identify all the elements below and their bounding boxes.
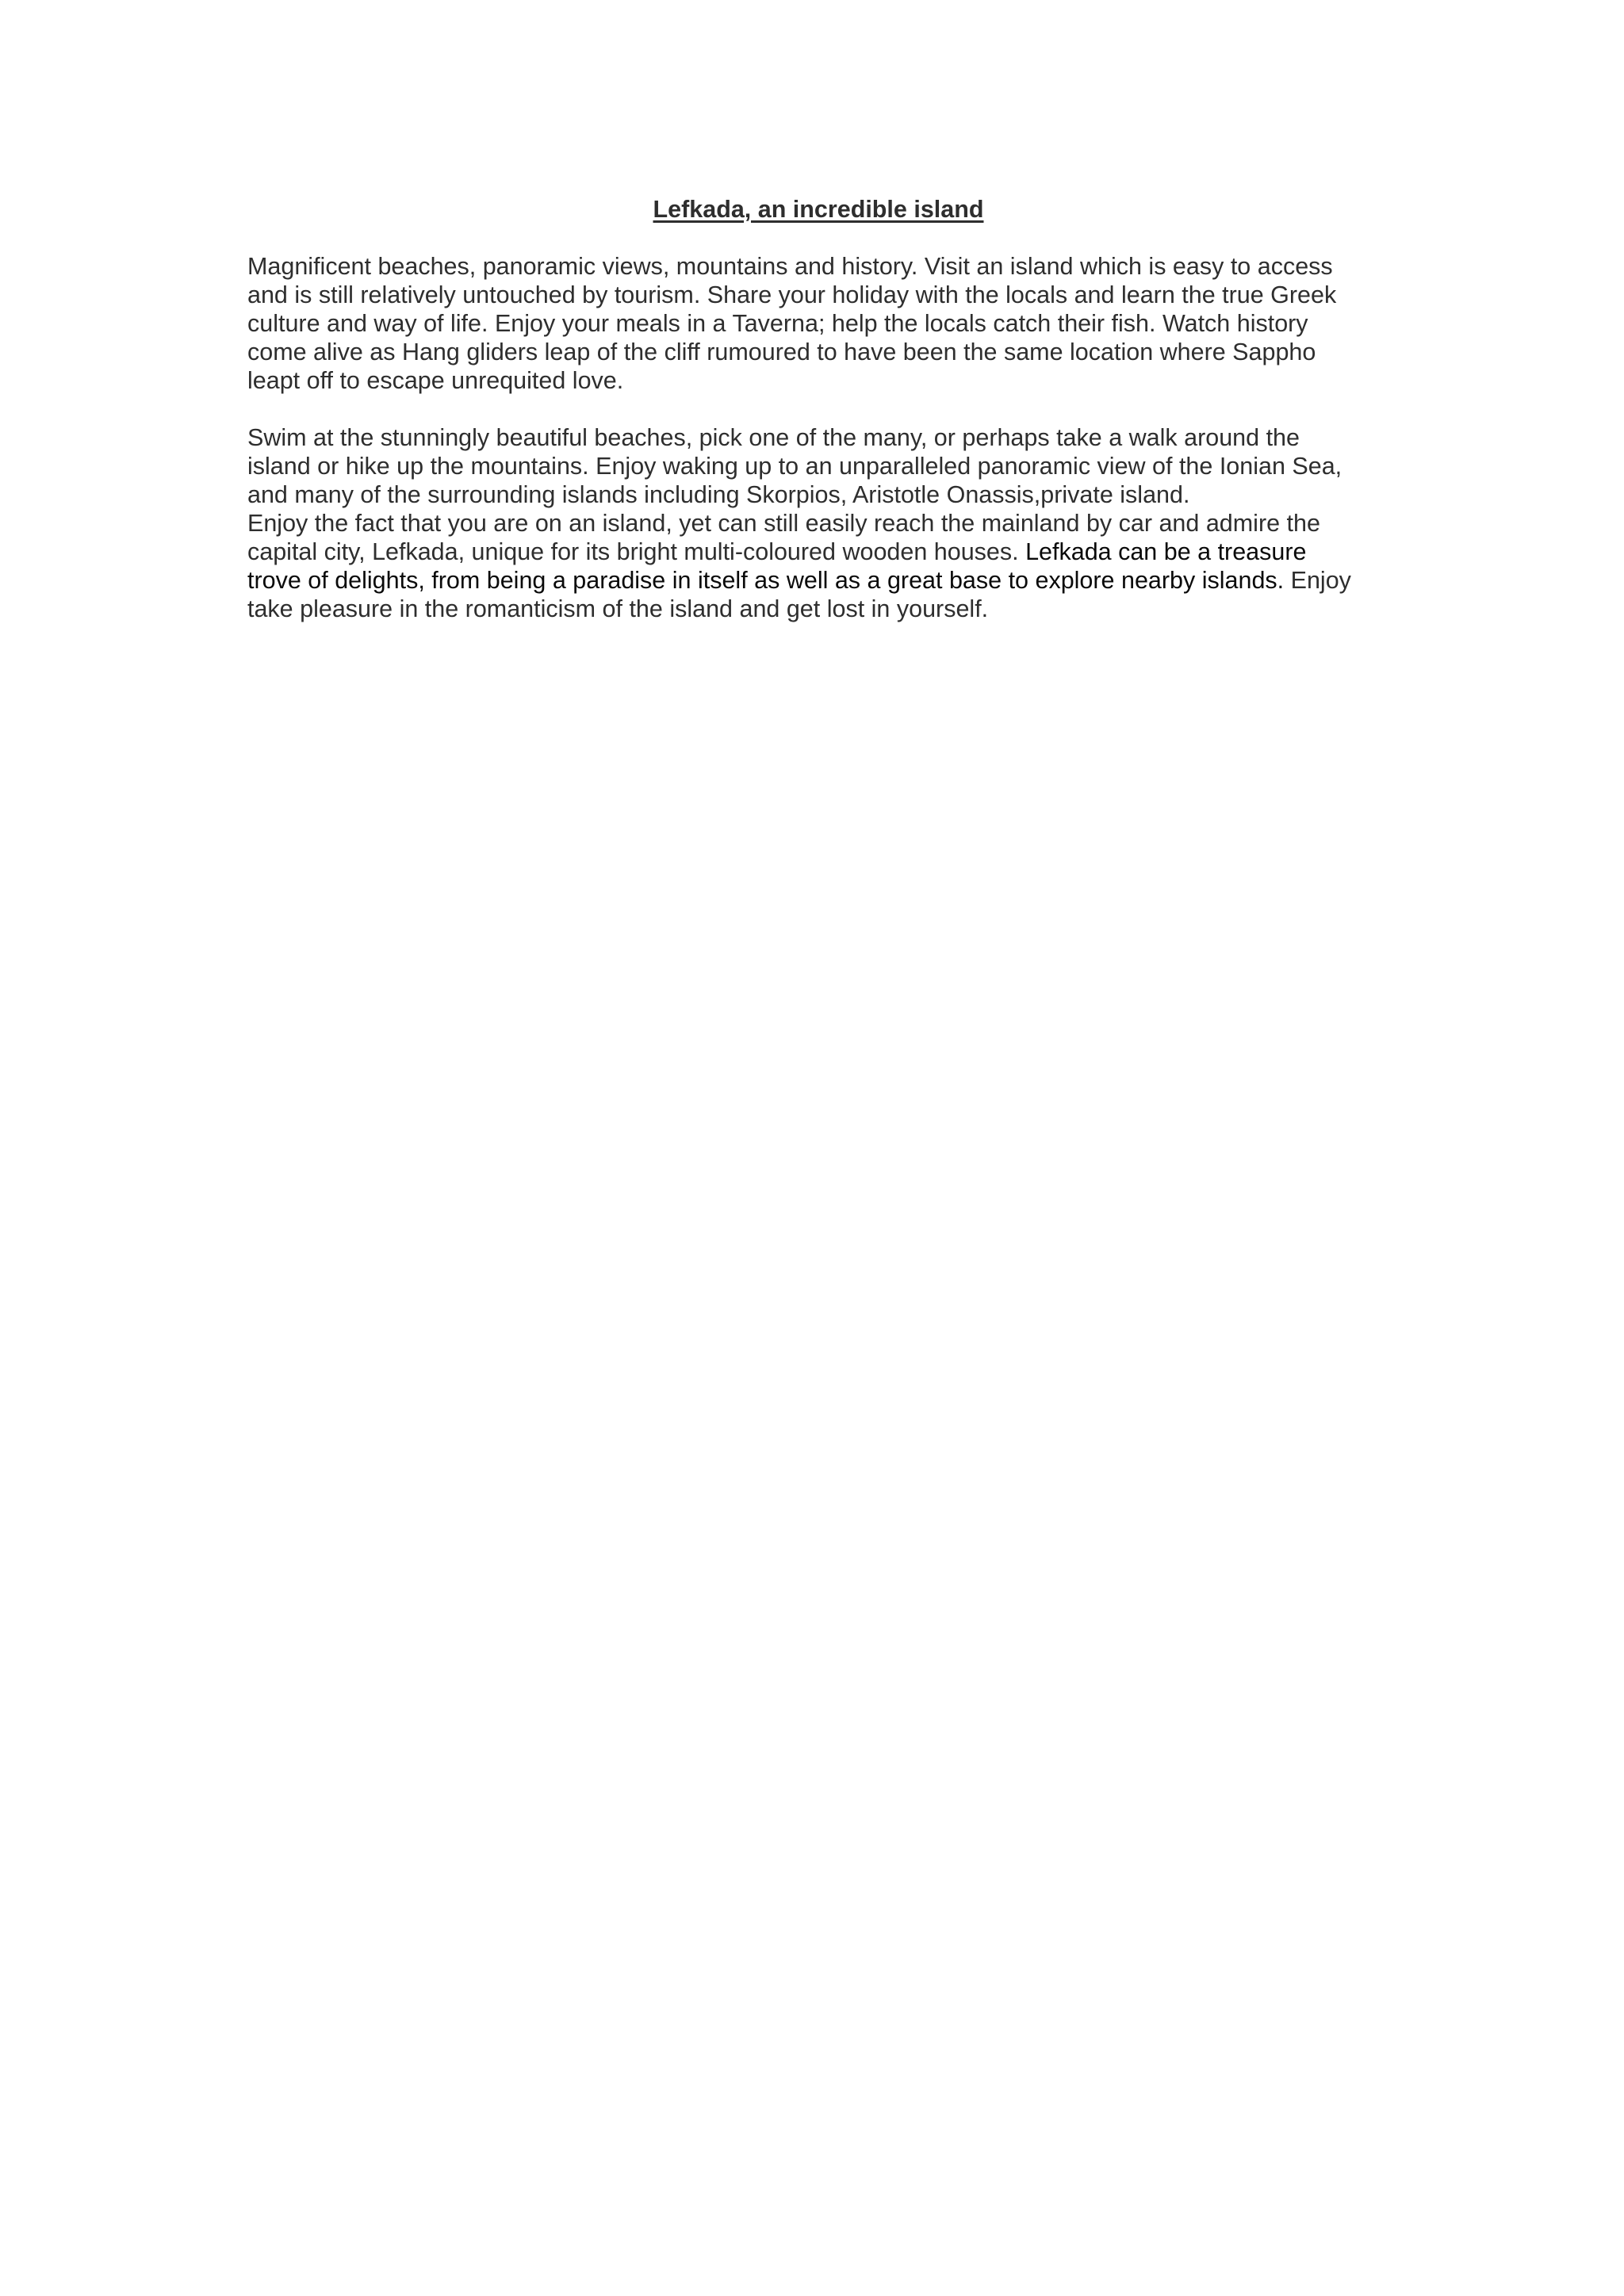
paragraph-line: come alive as Hang gliders leap of the cliff rumoured to have been the same location where Sappho <box>247 339 1316 365</box>
paragraph-line: Enjoy the fact that you are on an island, yet can still easily reach the mainland by car and admire the <box>247 510 1320 537</box>
paragraph-line <box>247 566 1389 595</box>
document-title: Lefkada, an incredible island <box>653 196 984 223</box>
paragraph-mainland <box>247 509 1389 623</box>
document-body <box>247 195 1389 623</box>
paragraph-text-emphasis: Lefkada can be a treasure <box>1025 538 1307 565</box>
paragraph-line: Magnificent beaches, panoramic views, mountains and history. Visit an island which is easy to access <box>247 253 1333 280</box>
paragraph-text: capital city, Lefkada, unique for its bright multi-coloured wooden houses. <box>247 538 1026 565</box>
paragraph-text-emphasis: trove of delights, from being a paradise in itself as well as a great base to explore nearby islands. <box>247 567 1285 594</box>
paragraph-intro <box>247 252 1389 395</box>
paragraph-line <box>247 538 1389 566</box>
paragraph-spacer <box>247 395 1389 423</box>
paragraph-line: culture and way of life. Enjoy your meals in a Taverna; help the locals catch their fish. Watch history <box>247 310 1308 337</box>
paragraph-swim <box>247 423 1389 509</box>
paragraph-line: take pleasure in the romanticism of the island and get lost in yourself. <box>247 595 989 622</box>
paragraph-text: Enjoy <box>1284 567 1351 594</box>
paragraph-line: leapt off to escape unrequited love. <box>247 367 624 394</box>
paragraph-line: and is still relatively untouched by tourism. Share your holiday with the locals and learn the true Greek <box>247 281 1337 308</box>
paragraph-line: island or hike up the mountains. Enjoy waking up to an unparalleled panoramic view of the Ionian Sea, <box>247 453 1342 480</box>
paragraph-line: and many of the surrounding islands including Skorpios, Aristotle Onassis,private island. <box>247 481 1190 508</box>
paragraph-line: Swim at the stunningly beautiful beaches, pick one of the many, or perhaps take a walk around the <box>247 424 1300 451</box>
